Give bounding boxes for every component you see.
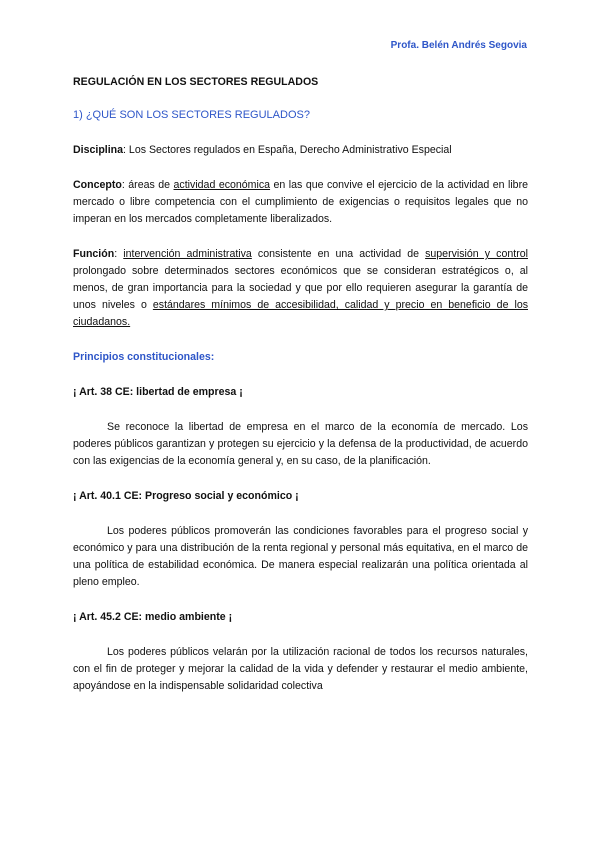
concepto-text-before: : áreas de (121, 179, 174, 191)
concepto-paragraph (73, 177, 528, 228)
disciplina-paragraph (73, 142, 528, 159)
funcion-text-3: prolongado sobre determinados sectores económicos que se consideran estratégicos o, al menos, de gran importancia para la sociedad y que por ello requieren asegurar la garantía de unos niveles o (73, 265, 528, 311)
funcion-underlined-term-3: estándares mínimos de accesibilidad, calidad y precio en beneficio de los ciudadanos. (73, 299, 529, 328)
article-body: Se reconoce la libertad de empresa en el marco de la economía de mercado. Los poderes públicos garantizan y protegen su ejercicio y la defensa de la productividad, de acuerdo con las exigencias de la economía general y, en su caso, de la planificación. (73, 421, 528, 467)
funcion-text-1: : (114, 248, 124, 260)
section-heading: 1) ¿QUÉ SON LOS SECTORES REGULADOS? (73, 109, 310, 121)
article-title: ¡ Art. 45.2 CE: medio ambiente ¡ (73, 611, 233, 623)
disciplina-label: Disciplina (73, 144, 124, 156)
article-title: ¡ Art. 38 CE: libertad de empresa ¡ (73, 386, 243, 398)
concepto-label: Concepto (73, 179, 122, 191)
document-title: REGULACIÓN EN LOS SECTORES REGULADOS (73, 76, 319, 88)
principles-title: Principios constitucionales: (73, 351, 215, 363)
article-title: ¡ Art. 40.1 CE: Progreso social y económico ¡ (73, 490, 299, 502)
article-body: Los poderes públicos promoverán las condiciones favorables para el progreso social y económico y para una distribución de la renta regional y personal más equitativa, en el marco de una política de estabilidad económica. De manera especial realizarán una política orientada al pleno empleo. (73, 525, 528, 588)
funcion-underlined-term-2: supervisión y control (425, 248, 528, 260)
funcion-text-2: consistente en una actividad de (251, 248, 426, 260)
article-body: Los poderes públicos velarán por la utilización racional de todos los recursos naturales, con el fin de proteger y mejorar la calidad de la vida y defender y restaurar el medio ambiente, apoyándose en la indispensable solidaridad colectiva (73, 646, 528, 692)
author-name: Belén Andrés Segovia (421, 40, 527, 51)
author-prefix: Profa. (390, 40, 419, 51)
funcion-label: Función (73, 248, 115, 260)
document-body (73, 74, 528, 713)
author-header (391, 40, 527, 51)
concepto-text-after: en las que convive el ejercicio de la actividad en libre mercado o libre competencia con el cumplimiento de exigencias o requisitos legales que no imperan en los mercados completamente liberalizados. (73, 179, 528, 225)
concepto-underlined-term: actividad económica (173, 179, 271, 191)
funcion-underlined-term-1: intervención administrativa (123, 248, 252, 260)
disciplina-text: : Los Sectores regulados en España, Derecho Administrativo Especial (123, 144, 452, 156)
funcion-paragraph (73, 246, 528, 331)
